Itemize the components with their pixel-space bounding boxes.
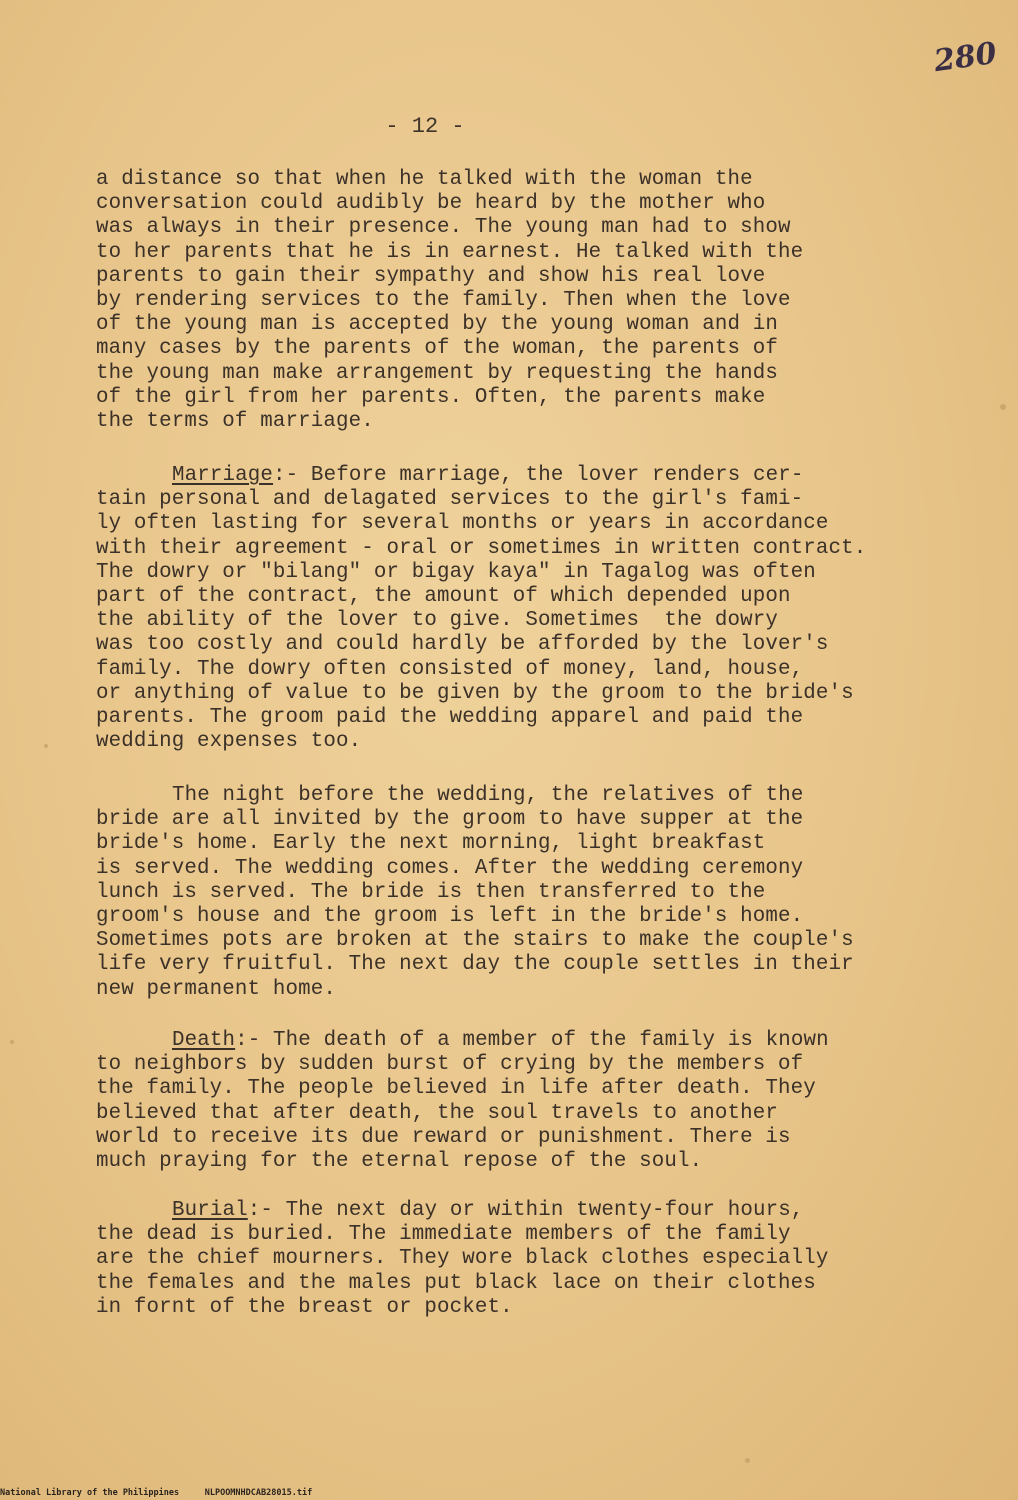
folio-number: 280 (931, 35, 999, 80)
text-line: groom's house and the groom is left in the bride's home. (96, 904, 804, 928)
paragraph-1 (96, 168, 976, 434)
heading-line-rest: :- The next day or within twenty-four hours, (247, 1199, 804, 1222)
text-line: bride's home. Early the next morning, light breakfast (96, 832, 766, 856)
paper-speck (745, 1458, 750, 1463)
text-line (96, 464, 976, 488)
text-line: of the young man is accepted by the young woman and in (96, 313, 779, 337)
paragraph-death (96, 1029, 976, 1174)
scan-footer (0, 1488, 700, 1498)
text-line: the family. The people believed in life after death. They (96, 1077, 816, 1101)
text-line: or anything of value to be given by the groom to the bride's (96, 681, 854, 705)
heading-line-rest: :- The death of a member of the family is known (235, 1029, 829, 1052)
text-line: is served. The wedding comes. After the wedding ceremony (96, 856, 804, 880)
text-line: wedding expenses too. (96, 730, 362, 754)
text-line: with their agreement - oral or sometimes in written contract. (96, 536, 867, 560)
text-line: in fornt of the breast or pocket. (96, 1295, 513, 1319)
text-line: ly often lasting for several months or years in accordance (96, 512, 829, 536)
text-line: much praying for the eternal repose of the soul. (96, 1149, 703, 1173)
text-line: conversation could audibly be heard by the mother who (96, 192, 766, 216)
text-line: parents. The groom paid the wedding apparel and paid the (96, 705, 804, 729)
text-line: by rendering services to the family. Then when the love (96, 288, 791, 312)
footer-institution: National Library of the Philippines (0, 1488, 180, 1498)
text-line: of the girl from her parents. Often, the parents make (96, 385, 766, 409)
text-line: part of the contract, the amount of which depended upon (96, 584, 791, 608)
text-line: many cases by the parents of the woman, the parents of (96, 337, 779, 361)
paper-speck (44, 744, 48, 748)
text-line: the females and the males put black lace on their clothes (96, 1271, 816, 1295)
section-heading-death: Death (172, 1029, 236, 1052)
text-line: new permanent home. (96, 977, 336, 1001)
text-line: was too costly and could hardly be afforded by the lover's (96, 633, 829, 657)
text-line (96, 1029, 976, 1053)
text-line: world to receive its due reward or punishment. There is (96, 1125, 791, 1149)
paragraph-burial (96, 1199, 976, 1320)
heading-line-rest: :- Before marriage, the lover renders cer- (273, 464, 804, 487)
text-line: the terms of marriage. (96, 409, 374, 433)
paper-speck (1000, 404, 1006, 410)
text-line: are the chief mourners. They wore black clothes especially (96, 1247, 829, 1271)
page-number: - 12 - (385, 114, 465, 139)
paragraph-wedding (96, 784, 976, 1002)
paper-speck (10, 1040, 14, 1044)
text-line: Sometimes pots are broken at the stairs to make the couple's (96, 929, 854, 953)
text-line: life very fruitful. The next day the couple settles in their (96, 953, 854, 977)
text-line: was always in their presence. The young man had to show (96, 216, 791, 240)
footer-filename: NLPOOMNHDCAB28015.tif (204, 1488, 313, 1498)
text-line: to neighbors by sudden burst of crying by the members of (96, 1053, 804, 1077)
text-line: The night before the wedding, the relatives of the (172, 784, 804, 807)
text-line: tain personal and delagated services to the girl's fami- (96, 488, 804, 512)
text-line: a distance so that when he talked with the woman the (96, 168, 753, 191)
text-line: lunch is served. The bride is then transferred to the (96, 880, 766, 904)
text-line: the dead is buried. The immediate members of the family (96, 1223, 791, 1247)
text-line: family. The dowry often consisted of money, land, house, (96, 657, 804, 681)
text-line: to her parents that he is in earnest. He talked with the (96, 240, 804, 264)
text-line: believed that after death, the soul travels to another (96, 1101, 779, 1125)
text-line: The dowry or "bilang" or bigay kaya" in Tagalog was often (96, 560, 816, 584)
text-line (96, 1199, 976, 1223)
text-line: the ability of the lover to give. Sometimes the dowry (96, 609, 779, 633)
text-line: the young man make arrangement by requesting the hands (96, 361, 779, 385)
text-line: parents to gain their sympathy and show his real love (96, 264, 766, 288)
section-heading-burial: Burial (172, 1199, 248, 1222)
text-line: bride are all invited by the groom to have supper at the (96, 808, 804, 832)
section-heading-marriage: Marriage (172, 464, 274, 487)
paragraph-marriage (96, 464, 976, 754)
